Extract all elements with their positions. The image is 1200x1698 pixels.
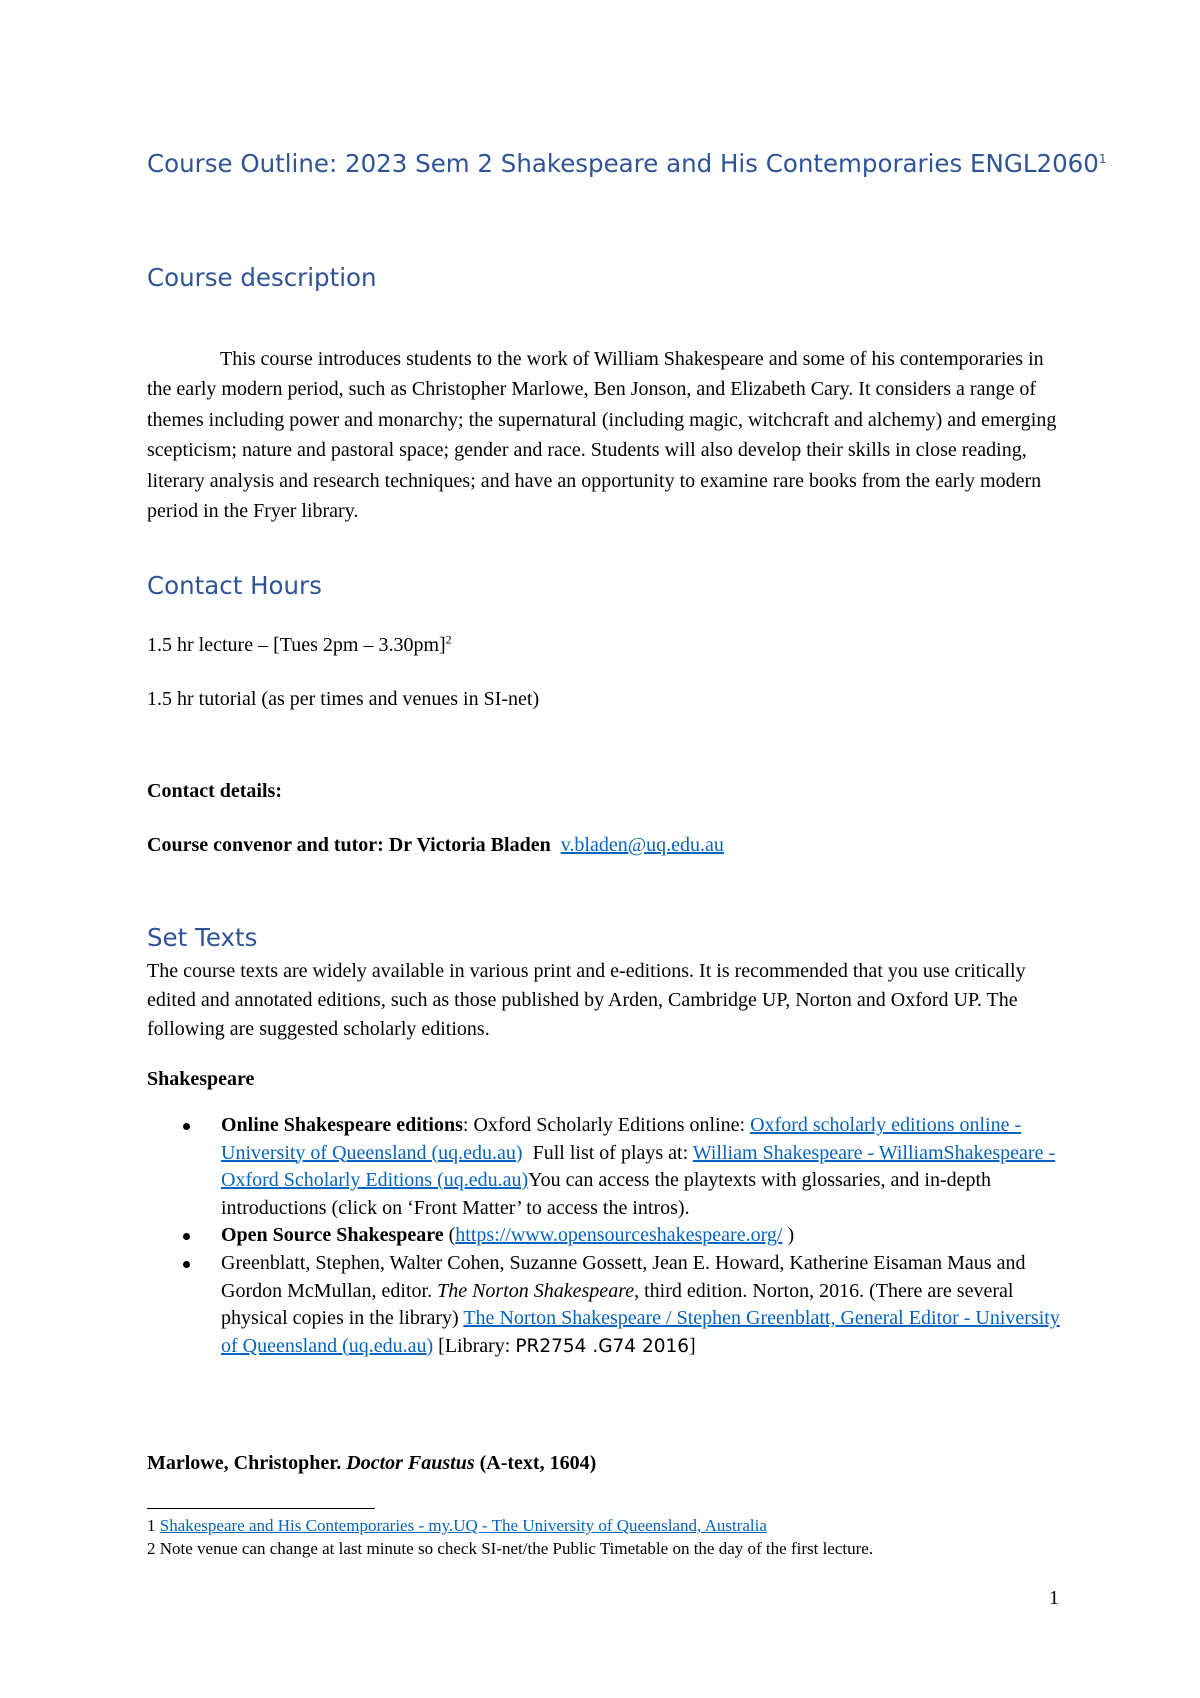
page-title-text: Course Outline: 2023 Sem 2 Shakespeare and His Contemporaries ENGL2060 — [147, 149, 1099, 178]
convenor-email-link[interactable]: v.bladen@uq.edu.au — [560, 834, 724, 856]
set-texts-heading: Set Texts — [147, 923, 258, 952]
open-source-label: Open Source Shakespeare — [221, 1224, 444, 1247]
set-texts-intro: The course texts are widely available in various print and e-editions. It is recommended that you use critically edited and annotated editions, such as those published by Arden, Cambridge UP, Norton and Oxford UP. The following are suggested scholarly editions. — [147, 960, 1026, 1040]
list-item-text: ] — [689, 1334, 696, 1357]
list-item-text: ) — [782, 1224, 795, 1247]
marlowe-author: Marlowe, Christopher. — [147, 1452, 347, 1474]
lecture-hours — [147, 630, 1067, 660]
list-item-text: You can access the playtexts with glossaries, and in-depth introductions (click on ‘Front Matter’ to access the intros). — [221, 1169, 992, 1219]
list-item-text: ( — [443, 1224, 456, 1247]
list-item — [147, 1250, 1077, 1360]
lecture-hours-text: 1.5 hr lecture – [Tues 2pm – 3.30pm] — [147, 634, 446, 656]
list-item-text: : Oxford Scholarly Editions online: — [462, 1114, 751, 1136]
open-source-shakespeare-link[interactable]: https://www.opensourceshakespeare.org/ — [455, 1224, 783, 1247]
convenor-line — [147, 830, 1067, 860]
list-item-text: [Library: — [433, 1334, 516, 1357]
course-description-body — [147, 344, 1067, 526]
online-editions-label: Online Shakespeare editions — [221, 1114, 463, 1136]
list-item-text: Full list of plays at: — [522, 1141, 693, 1164]
page-title — [147, 146, 1107, 181]
footnote-2-text: Note venue can change at last minute so check SI-net/the Public Timetable on the day of the first lecture. — [159, 1539, 874, 1558]
norton-title: The Norton Shakespeare — [437, 1279, 635, 1302]
shakespeare-editions-list — [147, 1112, 1077, 1360]
library-call-number: PR2754 .G74 2016 — [515, 1335, 690, 1357]
course-description-heading: Course description — [147, 263, 377, 292]
contact-details-label: Contact details: — [147, 780, 282, 802]
list-item-text: Greenblatt, Stephen, Walter Cohen, Suzanne Gossett, Jean E. Howard, Katherine Eisaman Maus and Gordon McMullan, editor. — [221, 1251, 1026, 1302]
list-item-text: , third edition. Norton, 2016. (There are several physical copies in the library) — [221, 1279, 1014, 1330]
marlowe-work: Doctor Faustus — [346, 1452, 475, 1474]
list-item — [147, 1112, 1077, 1222]
shakespeare-subheading: Shakespeare — [147, 1068, 255, 1090]
list-item — [147, 1222, 1077, 1250]
footnote-ref-1[interactable]: 1 — [1098, 151, 1107, 166]
footnote-number: 2 — [147, 1539, 156, 1558]
contact-hours-heading: Contact Hours — [147, 571, 322, 600]
footnote-2 — [147, 1538, 873, 1560]
bullet-icon — [183, 1123, 190, 1130]
convenor-label: Course convenor and tutor: Dr Victoria Bladen — [147, 834, 551, 856]
marlowe-edition: (A-text, 1604) — [474, 1452, 597, 1474]
bullet-icon — [183, 1233, 190, 1240]
oxford-scholarly-link[interactable]: Oxford scholarly editions online - University of Queensland (uq.edu.au) — [221, 1114, 1022, 1164]
norton-shakespeare-link[interactable]: The Norton Shakespeare / Stephen Greenblatt, General Editor - University of Queensland (uq.edu.au) — [221, 1307, 1060, 1357]
footnote-1 — [147, 1515, 767, 1537]
william-shakespeare-link[interactable]: William Shakespeare - WilliamShakespeare - Oxford Scholarly Editions (uq.edu.au) — [221, 1141, 1056, 1192]
footnote-1-link[interactable]: Shakespeare and His Contemporaries - my.UQ - The University of Queensland, Australia — [159, 1516, 767, 1535]
tutorial-hours: 1.5 hr tutorial (as per times and venues in SI-net) — [147, 688, 540, 710]
page-number: 1 — [1049, 1587, 1059, 1609]
course-description-text: This course introduces students to the work of William Shakespeare and some of his contemporaries in the early modern period, such as Christopher Marlowe, Ben Jonson, and Elizabeth Cary. It considers a range of themes including power and monarchy; the supernatural (including magic, witchcraft and alchemy) and emerging scepticism; nature and pastoral space; gender and race. Students will also develop their skills in close reading, literary analysis and research techniques; and have an opportunity to examine rare books from the early modern period in the Fryer library. — [147, 348, 1057, 523]
footnote-ref-2[interactable]: 2 — [445, 632, 452, 647]
marlowe-heading — [147, 1448, 1067, 1478]
bullet-icon — [183, 1261, 190, 1268]
footnote-separator — [147, 1508, 375, 1509]
footnote-number: 1 — [147, 1516, 156, 1535]
